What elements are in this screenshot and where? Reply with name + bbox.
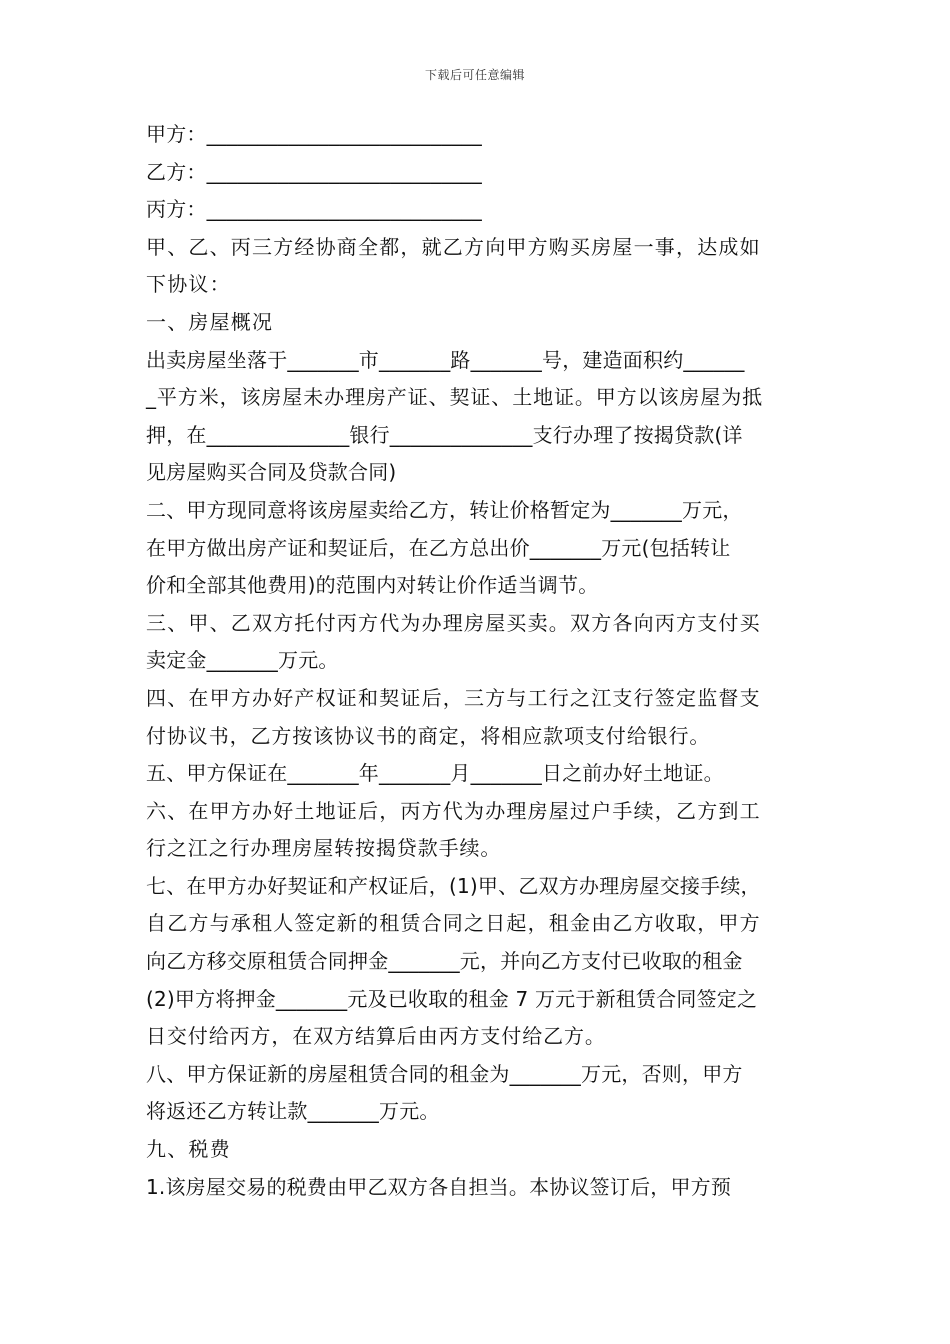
paragraph-line: 甲、乙、丙三方经协商全都，就乙方向甲方购买房屋一事，达成如 — [146, 234, 761, 259]
paragraph-line: 八、甲方保证新的房屋租赁合同的租金为_______万元，否则，甲方 — [146, 1061, 743, 1086]
party-b-line: 乙方：___________________________ — [146, 159, 482, 184]
paragraph-line: 三、甲、乙双方托付丙方代为办理房屋买卖。双方各向丙方支付买 — [146, 610, 761, 635]
paragraph-line: 出卖房屋坐落于_______市_______路_______号，建造面积约______ — [146, 347, 745, 372]
paragraph-line: 在甲方做出房产证和契证后，在乙方总出价_______万元(包括转让 — [146, 535, 731, 560]
paragraph-line: 付协议书，乙方按该协议书的商定，将相应款项支付给银行。 — [146, 723, 711, 748]
section-heading: 一、房屋概况 — [146, 309, 274, 334]
page-header: 下载后可任意编辑 — [424, 68, 525, 82]
party-a-line: 甲方：___________________________ — [146, 122, 482, 146]
paragraph-line: 五、甲方保证在_______年_______月_______日之前办好土地证。 — [146, 761, 724, 786]
paragraph-line: 价和全部其他费用)的范围内对转让价作适当调节。 — [146, 573, 599, 598]
party-c-line: 丙方：___________________________ — [146, 197, 482, 222]
paragraph-line: 自乙方与承租人签定新的租赁合同之日起，租金由乙方收取，甲方 — [146, 911, 761, 936]
paragraph-line: 1.该房屋交易的税费由甲乙双方各自担当。本协议签订后，甲方预 — [146, 1174, 732, 1199]
paragraph-line: 七、在甲方办好契证和产权证后，(1)甲、乙双方办理房屋交接手续， — [146, 873, 761, 898]
paragraph-line: 押，在______________银行______________支行办理了按揭贷款(详 — [146, 422, 743, 447]
paragraph-line: (2)甲方将押金_______元及已收取的租金 7 万元于新租赁合同签定之 — [146, 986, 758, 1011]
paragraph-line: 日交付给丙方，在双方结算后由丙方支付给乙方。 — [146, 1024, 606, 1049]
paragraph-line: 见房屋购买合同及贷款合同) — [146, 460, 397, 485]
paragraph-line: 六、在甲方办好土地证后，丙方代为办理房屋过户手续，乙方到工 — [146, 798, 761, 823]
section-heading: 九、税费 — [146, 1137, 231, 1162]
document-body — [146, 116, 826, 1206]
paragraph-line: 下协议： — [146, 272, 231, 297]
paragraph-line: 向乙方移交原租赁合同押金_______元，并向乙方支付已收取的租金 — [146, 949, 743, 974]
paragraph-line: _平方米，该房屋未办理房产证、契证、土地证。甲方以该房屋为抵 — [146, 385, 763, 410]
paragraph-line: 卖定金_______万元。 — [146, 648, 339, 673]
paragraph-line: 行之江之行办理房屋转按揭贷款手续。 — [146, 836, 502, 861]
paragraph-line: 二、甲方现同意将该房屋卖给乙方，转让价格暂定为_______万元， — [146, 497, 743, 522]
paragraph-line: 四、在甲方办好产权证和契证后，三方与工行之江支行签定监督支 — [146, 685, 761, 710]
paragraph-line: 将返还乙方转让款_______万元。 — [146, 1099, 440, 1124]
